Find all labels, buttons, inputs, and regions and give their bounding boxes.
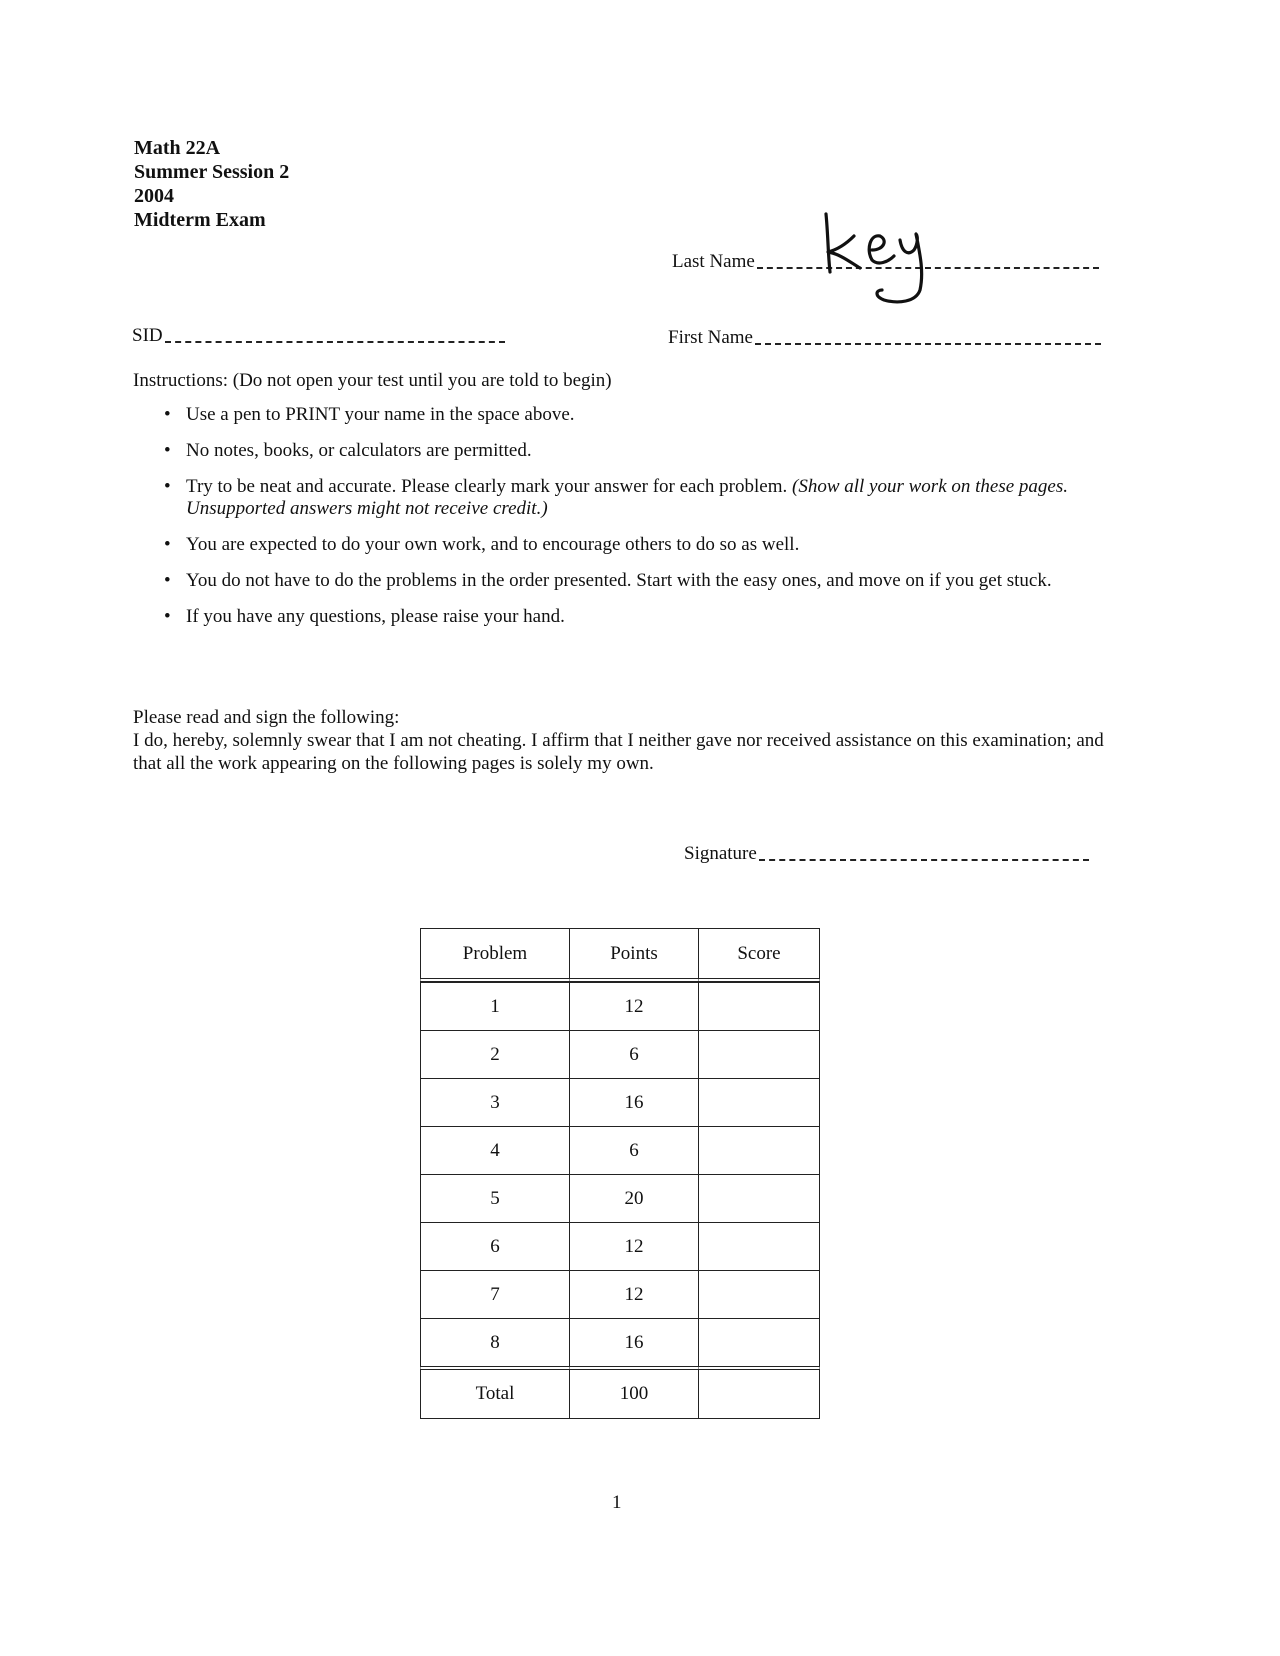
score-cell[interactable]	[698, 1078, 820, 1126]
bullet-icon: •	[164, 606, 171, 627]
problem-cell: 1	[420, 982, 569, 1030]
signature-label: Signature	[684, 843, 757, 864]
total-points-cell: 100	[569, 1366, 698, 1419]
points-cell: 12	[569, 1222, 698, 1270]
column-header-score: Score	[698, 928, 820, 982]
honor-pledge	[133, 706, 1113, 775]
exam-year: 2004	[134, 185, 174, 207]
score-cell[interactable]	[698, 1318, 820, 1366]
points-cell: 12	[569, 1270, 698, 1318]
bullet-icon: •	[164, 440, 171, 461]
first-name-blank[interactable]	[755, 342, 1101, 345]
problem-cell: 4	[420, 1126, 569, 1174]
table-total-row	[420, 1366, 820, 1419]
exam-header	[134, 136, 289, 232]
handwritten-key-signature	[814, 206, 984, 326]
table-header-row	[420, 928, 820, 982]
table-row	[420, 1222, 820, 1270]
score-cell[interactable]	[698, 1174, 820, 1222]
bullet-icon: •	[164, 534, 171, 555]
bullet-icon: •	[164, 570, 171, 591]
signature-blank[interactable]	[759, 858, 1089, 861]
column-header-points: Points	[569, 928, 698, 982]
sid-blank[interactable]	[165, 340, 505, 343]
score-cell[interactable]	[698, 1030, 820, 1078]
pledge-text: I do, hereby, solemnly swear that I am not cheating. I affirm that I neither gave nor received assistance on this examination; and that all the work appearing on the following pages is solely my own.	[133, 730, 1104, 774]
instruction-item: • Use a pen to PRINT your name in the space above.	[164, 404, 575, 425]
table-row	[420, 1078, 820, 1126]
bullet-icon: •	[164, 404, 171, 425]
table-row	[420, 1126, 820, 1174]
score-cell[interactable]	[698, 1270, 820, 1318]
problem-cell: 3	[420, 1078, 569, 1126]
total-label-cell: Total	[420, 1366, 569, 1419]
table-row	[420, 1030, 820, 1078]
table-row	[420, 1270, 820, 1318]
points-cell: 6	[569, 1030, 698, 1078]
instructions-title: Instructions: (Do not open your test until you are told to begin)	[133, 370, 612, 391]
course-title: Math 22A	[134, 137, 221, 159]
instruction-item: • You are expected to do your own work, and to encourage others to do so as well.	[164, 534, 800, 555]
sid-label: SID	[132, 325, 163, 346]
score-cell[interactable]	[698, 1126, 820, 1174]
score-cell[interactable]	[698, 1222, 820, 1270]
instruction-note: (Show all your work on these pages. Unsupported answers might not receive credit.)	[186, 476, 1069, 519]
last-name-label: Last Name	[672, 251, 755, 272]
problem-cell: 6	[420, 1222, 569, 1270]
bullet-icon: •	[164, 476, 171, 497]
problem-cell: 2	[420, 1030, 569, 1078]
instruction-item: • No notes, books, or calculators are permitted.	[164, 440, 532, 461]
first-name-label: First Name	[668, 327, 753, 348]
total-score-cell[interactable]	[698, 1366, 820, 1419]
column-header-problem: Problem	[420, 928, 569, 982]
problem-cell: 8	[420, 1318, 569, 1366]
points-cell: 6	[569, 1126, 698, 1174]
problem-cell: 5	[420, 1174, 569, 1222]
score-cell[interactable]	[698, 982, 820, 1030]
table-row	[420, 982, 820, 1030]
exam-title: Midterm Exam	[134, 209, 266, 231]
instruction-item: • Try to be neat and accurate. Please clearly mark your answer for each problem. (Show all your work on these pages. Unsupported answers might not receive credit.)	[164, 476, 1069, 519]
points-cell: 20	[569, 1174, 698, 1222]
points-cell: 16	[569, 1318, 698, 1366]
page-number: 1	[612, 1492, 622, 1513]
session-title: Summer Session 2	[134, 161, 290, 183]
table-row	[420, 1174, 820, 1222]
score-table	[420, 928, 820, 1419]
points-cell: 12	[569, 982, 698, 1030]
problem-cell: 7	[420, 1270, 569, 1318]
table-row	[420, 1318, 820, 1366]
pledge-intro: Please read and sign the following:	[133, 707, 400, 728]
points-cell: 16	[569, 1078, 698, 1126]
instruction-item: • You do not have to do the problems in the order presented. Start with the easy ones, and move on if you get stuck.	[164, 570, 1052, 591]
sid-field[interactable]	[132, 325, 505, 347]
instructions-list	[162, 404, 1114, 642]
signature-field[interactable]	[684, 843, 1089, 865]
first-name-field[interactable]	[668, 327, 1101, 349]
instruction-item: • If you have any questions, please raise your hand.	[164, 606, 565, 627]
